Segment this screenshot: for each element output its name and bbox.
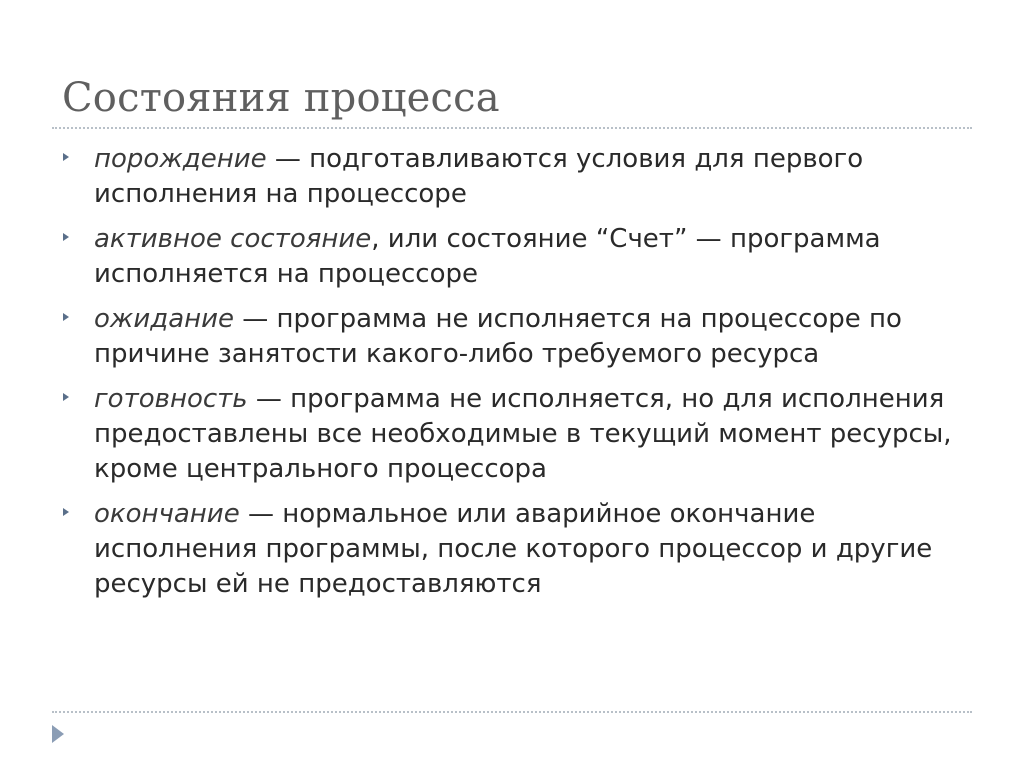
description: — подготавливаются условия для первого исполнения на процессоре — [94, 144, 864, 209]
term: активное состояние — [94, 224, 372, 254]
list-item — [60, 302, 960, 372]
description: — нормальное или аварийное окончание исполнения программы, после которого процессор и другие ресурсы ей не предоставляются — [94, 499, 933, 599]
list-item — [60, 142, 960, 212]
title-divider — [52, 127, 972, 129]
bullet-icon — [63, 393, 69, 401]
bullet-list — [60, 142, 960, 612]
description: — программа не исполняется, но для исполнения предоставлены все необходимые в текущий момент ресурсы, кроме центрального процессора — [94, 384, 952, 484]
description: — программа не исполняется на процессоре по причине занятости какого-либо требуемого ресурса — [94, 304, 902, 369]
bullet-icon — [63, 508, 69, 516]
list-item — [60, 222, 960, 292]
term: готовность — [94, 384, 248, 414]
bullet-icon — [63, 313, 69, 321]
footer-divider — [52, 711, 972, 713]
bullet-icon — [63, 153, 69, 161]
list-item — [60, 382, 960, 487]
term: ожидание — [94, 304, 235, 334]
description: , или состояние “Счет” — программа исполняется на процессоре — [94, 224, 881, 289]
bullet-icon — [63, 233, 69, 241]
term: порождение — [94, 144, 267, 174]
list-item — [60, 497, 960, 602]
term: окончание — [94, 499, 240, 529]
slide-title: Состояния процесса — [62, 75, 500, 121]
next-slide-icon[interactable] — [52, 725, 64, 743]
